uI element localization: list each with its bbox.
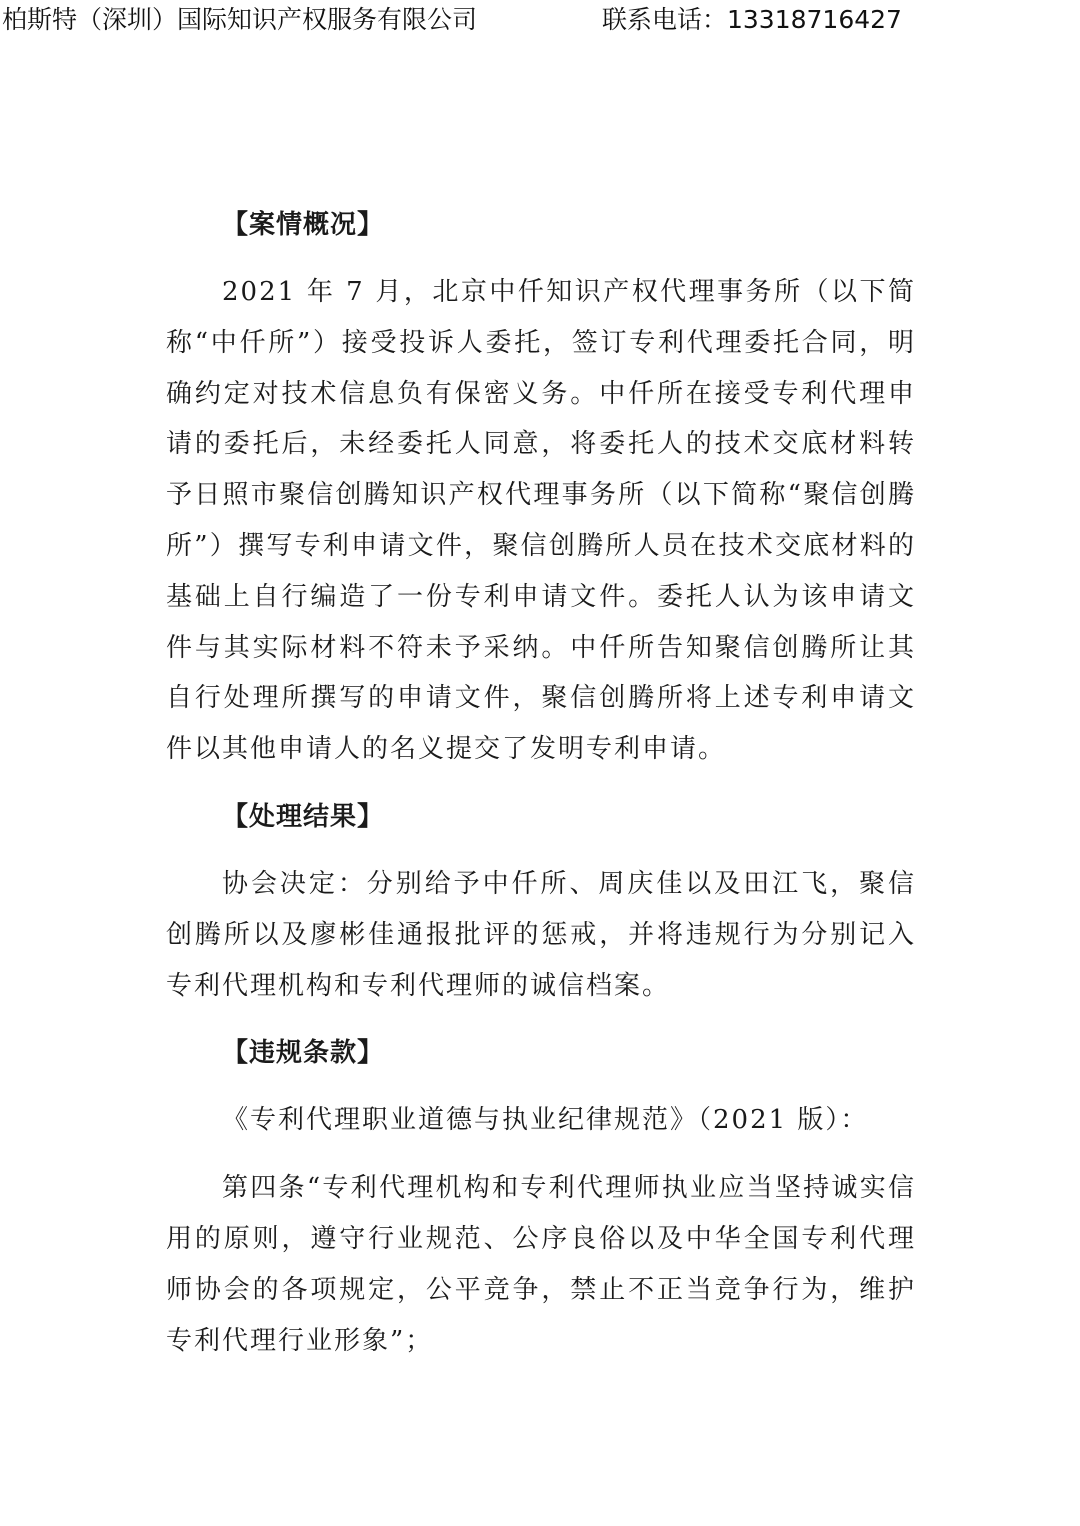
contact-phone: 联系电话：13318716427 <box>602 5 902 34</box>
paragraph-case-overview: 2021 年 7 月，北京中仟知识产权代理事务所（以下简称“中仟所”）接受投诉人委托，签订专利代理委托合同，明确约定对技术信息负有保密义务。中仟所在接受专利代理申请的委托后，未经委托人同意，将委托人的技术交底材料转予日照市聚信创腾知识产权代理事务所（以下简称“聚信创腾所”）撰写专利申请文件，聚信创腾所人员在技术交底材料的基础上自行编造了一份专利申请文件。委托人认为该申请文件与其实际材料不符未予采纳。中仟所告知聚信创腾所让其自行处理所撰写的申请文件，聚信创腾所将上述专利申请文件以其他申请人的名义提交了发明专利申请。 <box>166 277 916 765</box>
document-header <box>0 0 1080 42</box>
section-title-case-overview: 【案情概况】 <box>222 210 385 240</box>
document-body <box>166 200 916 1383</box>
section-title-result: 【处理结果】 <box>222 801 385 832</box>
paragraph-result: 协会决定：分别给予中仟所、周庆佳以及田江飞，聚信创腾所以及廖彬佳通报批评的惩戒，并将违规行为分别记入专利代理机构和专利代理师的诚信档案。 <box>166 868 916 1001</box>
company-name: 柏斯特（深圳）国际知识产权服务有限公司 <box>2 5 478 34</box>
paragraph-violation-source: 《专利代理职业道德与执业纪律规范》（2021 版）： <box>222 1105 869 1136</box>
section-title-violation: 【违规条款】 <box>222 1038 385 1069</box>
paragraph-violation-article: 第四条“专利代理机构和专利代理师执业应当坚持诚实信用的原则，遵守行业规范、公序良俗以及中华全国专利代理师协会的各项规定，公平竞争，禁止不正当竞争行为，维护专利代理行业形象”； <box>166 1173 916 1356</box>
